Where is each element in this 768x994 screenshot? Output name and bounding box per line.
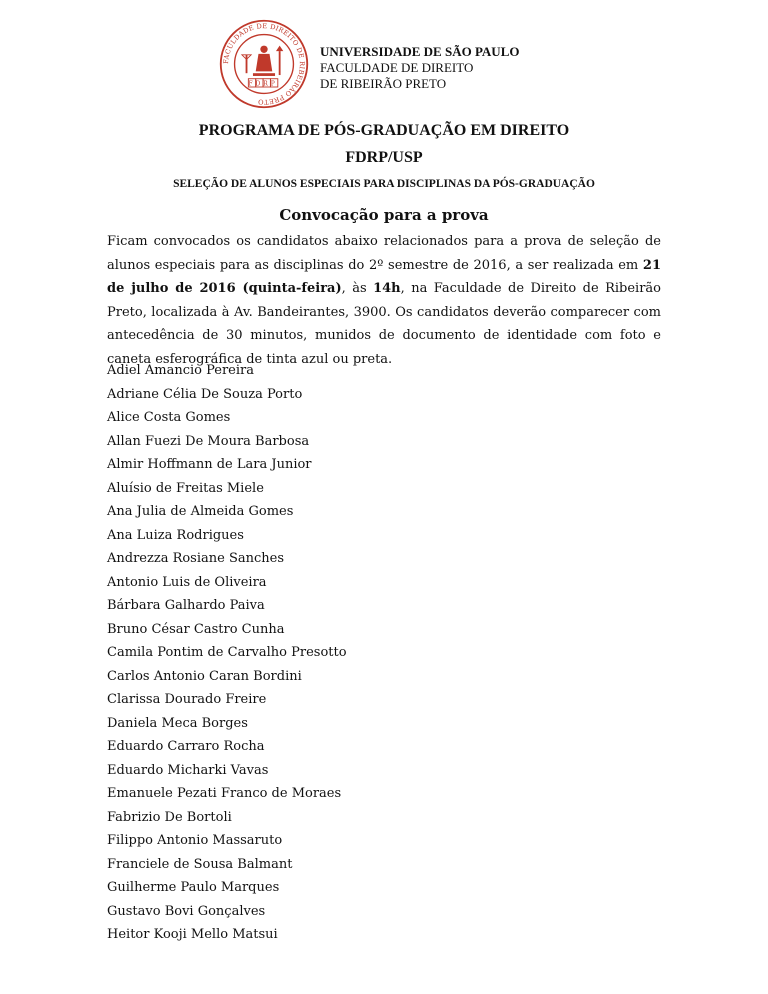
- candidate-name: Andrezza Rosiane Sanches: [107, 551, 285, 566]
- university-seal-icon: [218, 18, 310, 110]
- candidate-name: Guilherme Paulo Marques: [107, 880, 280, 895]
- candidate-name: Ana Julia de Almeida Gomes: [107, 504, 294, 519]
- document-header: [0, 0, 768, 110]
- candidate-name: Camila Pontim de Carvalho Presotto: [107, 645, 347, 660]
- candidate-name: Eduardo Micharki Vavas: [107, 762, 269, 778]
- paragraph-part2: , às: [341, 281, 374, 296]
- paragraph-part1: Ficam convocados os candidatos abaixo relacionados para a prova de seleção de alunos especiais para as disciplinas do 2º semestre de 2016, a ser realizada em: [107, 234, 661, 273]
- faculty-name-line1: FACULDADE DE DIREITO: [320, 60, 474, 75]
- candidate-name: Alice Costa Gomes: [107, 410, 231, 425]
- candidate-name: Emanuele Pezati Franco de Moraes: [107, 786, 342, 801]
- paragraph-part3: , na Faculdade de Direito de Ribeirão Preto, localizada à Av. Bandeirantes, 3900. Os candidatos deverão comparecer com antecedência de 30 minutos, munidos de documento de identidade com foto e caneta esferográfica de tinta azul ou preta.: [107, 281, 661, 367]
- seal-ring-text: FACULDADE DE DIREITO DE RIBEIRÃO PRETO: [222, 22, 306, 106]
- section-heading: Convocação para a prova: [279, 206, 489, 224]
- convocation-paragraph: [107, 230, 661, 371]
- candidate-name: Carlos Antonio Caran Bordini: [107, 668, 302, 684]
- candidate-name: Almir Hoffmann de Lara Junior: [107, 457, 312, 472]
- selection-title: SELEÇÃO DE ALUNOS ESPECIAIS PARA DISCIPLINAS DA PÓS-GRADUAÇÃO: [173, 178, 595, 190]
- candidate-list: [107, 359, 347, 947]
- university-name: UNIVERSIDADE DE SÃO PAULO: [320, 44, 520, 59]
- program-subtitle: FDRP/USP: [345, 149, 423, 166]
- faculty-name-line2: DE RIBEIRÃO PRETO: [320, 76, 447, 91]
- candidate-name: Adiel Amancio Pereira: [107, 363, 254, 378]
- candidate-name: Aluísio de Freitas Miele: [107, 480, 264, 496]
- seal-monogram: FDRP: [248, 80, 278, 88]
- candidate-name: Gustavo Bovi Gonçalves: [107, 903, 266, 919]
- candidate-name: Antonio Luis de Oliveira: [107, 574, 267, 590]
- institution-block: [320, 44, 519, 92]
- candidate-name: Filippo Antonio Massaruto: [107, 833, 283, 848]
- candidate-name: Bárbara Galhardo Paiva: [107, 598, 265, 613]
- candidate-name: Clarissa Dourado Freire: [107, 692, 267, 707]
- candidate-name: Franciele de Sousa Balmant: [107, 856, 293, 872]
- candidate-name: Fabrizio De Bortoli: [107, 809, 232, 825]
- candidate-name: Bruno César Castro Cunha: [107, 621, 285, 637]
- program-title: PROGRAMA DE PÓS-GRADUAÇÃO EM DIREITO: [198, 122, 570, 139]
- exam-time: 14h: [373, 281, 401, 296]
- exam-date: 21 de julho de 2016 (quinta-feira): [107, 257, 661, 296]
- candidate-name: Heitor Kooji Mello Matsui: [107, 927, 278, 942]
- candidate-name: Daniela Meca Borges: [107, 715, 248, 731]
- candidate-name: Ana Luiza Rodrigues: [107, 527, 244, 543]
- title-block: [0, 121, 768, 191]
- candidate-name: Eduardo Carraro Rocha: [107, 739, 265, 754]
- candidate-name: Allan Fuezi De Moura Barbosa: [107, 433, 310, 449]
- candidate-name: Adriane Célia De Souza Porto: [107, 386, 303, 402]
